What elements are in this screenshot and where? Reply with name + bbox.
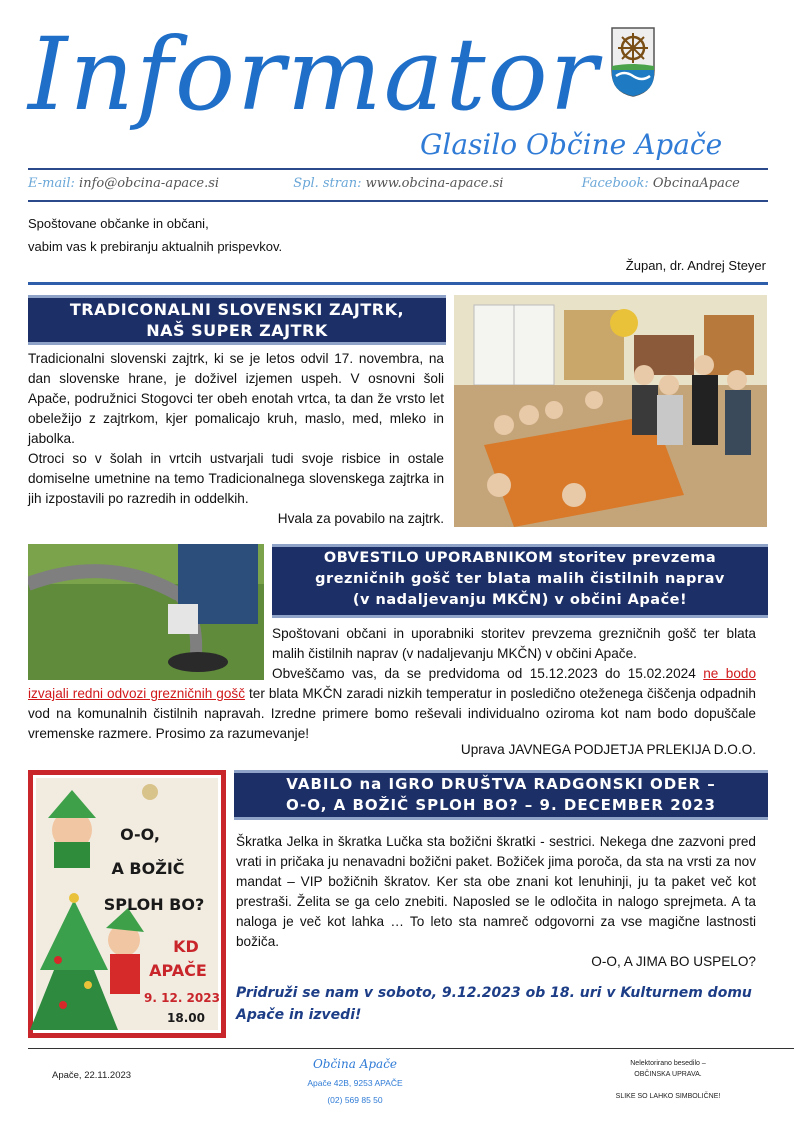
article2-paragraph1: Spoštovani občani in uporabniki storitev prevzema grezničnih gošč ter blata malih čistilnih naprav (v nadaljevanju MKČN) v občini Apače. <box>272 626 756 661</box>
article3-invitation: Pridruži se nam v soboto, 9.12.2023 ob 18. uri v Kulturnem domu Apače in izvedi! <box>236 985 752 1023</box>
poster-time: 18.00 <box>167 1011 205 1025</box>
footer-phone: (02) 569 85 50 <box>327 1095 383 1105</box>
septic-tank-photo <box>28 544 264 680</box>
intro-text: vabim vas k prebiranju aktualnih prispevkov. <box>28 239 283 254</box>
email-link[interactable]: info@obcina-apace.si <box>79 176 220 191</box>
poster-title-line2: A BOŽIČ <box>111 859 185 878</box>
article3-heading <box>234 770 768 820</box>
footer-address: Apače 42B, 9253 APAČE <box>307 1078 403 1088</box>
article2-heading-line1: OBVESTILO UPORABNIKOM storitev prevzema <box>323 550 717 566</box>
municipality-crest-icon <box>610 26 656 98</box>
footer-note2: OBČINSKA UPRAVA. <box>634 1071 702 1078</box>
footer-note3: SLIKE SO LAHKO SIMBOLIČNE! <box>615 1093 721 1100</box>
article3-heading-line1: VABILO na IGRO DRUŠTVA RADGONSKI ODER – <box>286 775 716 793</box>
footer-contact <box>290 1056 420 1106</box>
footer-org-name: Občina Apače <box>312 1057 398 1071</box>
section-divider <box>28 282 768 285</box>
web-label: Spl. stran: <box>293 176 362 191</box>
email-label: E-mail: <box>28 176 75 191</box>
article3-heading-line2: O-O, A BOŽIČ SPLOH BO? – 9. DECEMBER 2023 <box>286 796 716 814</box>
footer-note1: Nelektorirano besedilo – <box>630 1060 706 1067</box>
article2-text-start: Obveščamo vas, da se predvidoma od 15.12.2023 do 15.02.2024 <box>272 666 704 681</box>
masthead-rule-top <box>28 168 768 170</box>
mayor-signature: Župan, dr. Andrej Steyer <box>625 258 766 273</box>
article1-heading <box>28 295 446 345</box>
article1-closing: Hvala za povabilo na zajtrk. <box>277 511 444 526</box>
poster-title-line3: SPLOH BO? <box>103 895 205 914</box>
article2-highlight: ne bodo izvajali redni odvozi grezničnih gošč <box>28 666 756 701</box>
article2-text-end: ter blata MKČN zaradi nizkih temperatur in posledično oteženega čiščenja odpadnih vod na komunalnih čistilnih napravah. Izredne primere bomo reševali individualno oziroma kot nam bodo dopuščale vremenske razmere. Prosimo za razumevanje! <box>28 686 756 741</box>
article1-paragraph1: Tradicionalni slovenski zajtrk, ki se je letos odvil 17. novembra, na dan slovenske hrane, je doživel izjemen uspeh. V osnovni šoli Apače, podružnici Stogovci ter obeh enotah vrtca, ta dan že vrsto let obeležijo z zajtrkom, kjer pomalicajo kruh, maslo, med, mleko in jabolka. <box>28 351 444 446</box>
poster-org-line2: APAČE <box>149 961 207 980</box>
article2-heading-line3: (v nadaljevanju MKČN) v občini Apače! <box>352 592 688 608</box>
article2-closing: Uprava JAVNEGA PODJETJA PRLEKIJA D.O.O. <box>460 742 756 757</box>
footer-place-date: Apače, 22.11.2023 <box>52 1070 132 1081</box>
article3-body <box>236 832 756 972</box>
article2-intro <box>272 624 756 664</box>
poster-date: 9. 12. 2023 <box>144 991 220 1005</box>
footer-notes <box>598 1058 738 1102</box>
article1-body <box>28 349 444 529</box>
article1-heading-line2: NAŠ SUPER ZAJTRK <box>146 321 328 340</box>
poster-org-line1: KD <box>173 937 199 956</box>
facebook-label: Facebook: <box>581 176 649 191</box>
article2-paragraph2 <box>28 664 756 744</box>
article2-heading-line2: grezničnih gošč ter blata malih čistilnih naprav <box>315 571 725 587</box>
article1-paragraph2: Otroci so v šolah in vrtcih ustvarjali tudi svoje risbice in ostale domiselne umetnine na temo Tradicionalnega slovenskega zajtrka in jih izpostavili po razredih in oddelkih. <box>28 451 444 506</box>
article3-paragraph1: Škratka Jelka in škratka Lučka sta božični škratki - sestrici. Nekega dne zazvoni pred vrati in pričaka ju nenavadni božični paket. Božiček jima poroča, da sta na vrsti za nov mandat – VIP božičnih škratov. Ker sta obe znani kot lenuhinji, ju ta paket več kot prestraši. Želita se ga celo znebiti. Naposled se le odločita in nalogo sprejmeta. A ta naloga je več kot lahka … To leto sta namreč odgovorni za vse magične lastnosti božiča. <box>236 834 756 949</box>
poster-title-line1: O-O, <box>120 825 160 844</box>
article3-closing: O-O, A JIMA BO USPELO? <box>591 954 756 969</box>
masthead-title: Informator <box>28 16 600 133</box>
breakfast-classroom-photo <box>454 295 767 527</box>
article1-heading-line1: TRADICONALNI SLOVENSKI ZAJTRK, <box>69 300 405 319</box>
contact-line <box>28 176 768 191</box>
web-link[interactable]: www.obcina-apace.si <box>365 176 504 191</box>
intro <box>28 212 282 258</box>
article2-heading <box>272 544 768 618</box>
masthead-rule-bottom <box>28 200 768 202</box>
footer-rule <box>28 1048 794 1049</box>
facebook-link[interactable]: ObcinaApace <box>652 176 740 191</box>
article2-body <box>28 664 756 744</box>
masthead-subtitle: Glasilo Občine Apače <box>420 128 723 161</box>
christmas-play-poster <box>28 770 226 1038</box>
intro-greeting: Spoštovane občanke in občani, <box>28 216 209 231</box>
